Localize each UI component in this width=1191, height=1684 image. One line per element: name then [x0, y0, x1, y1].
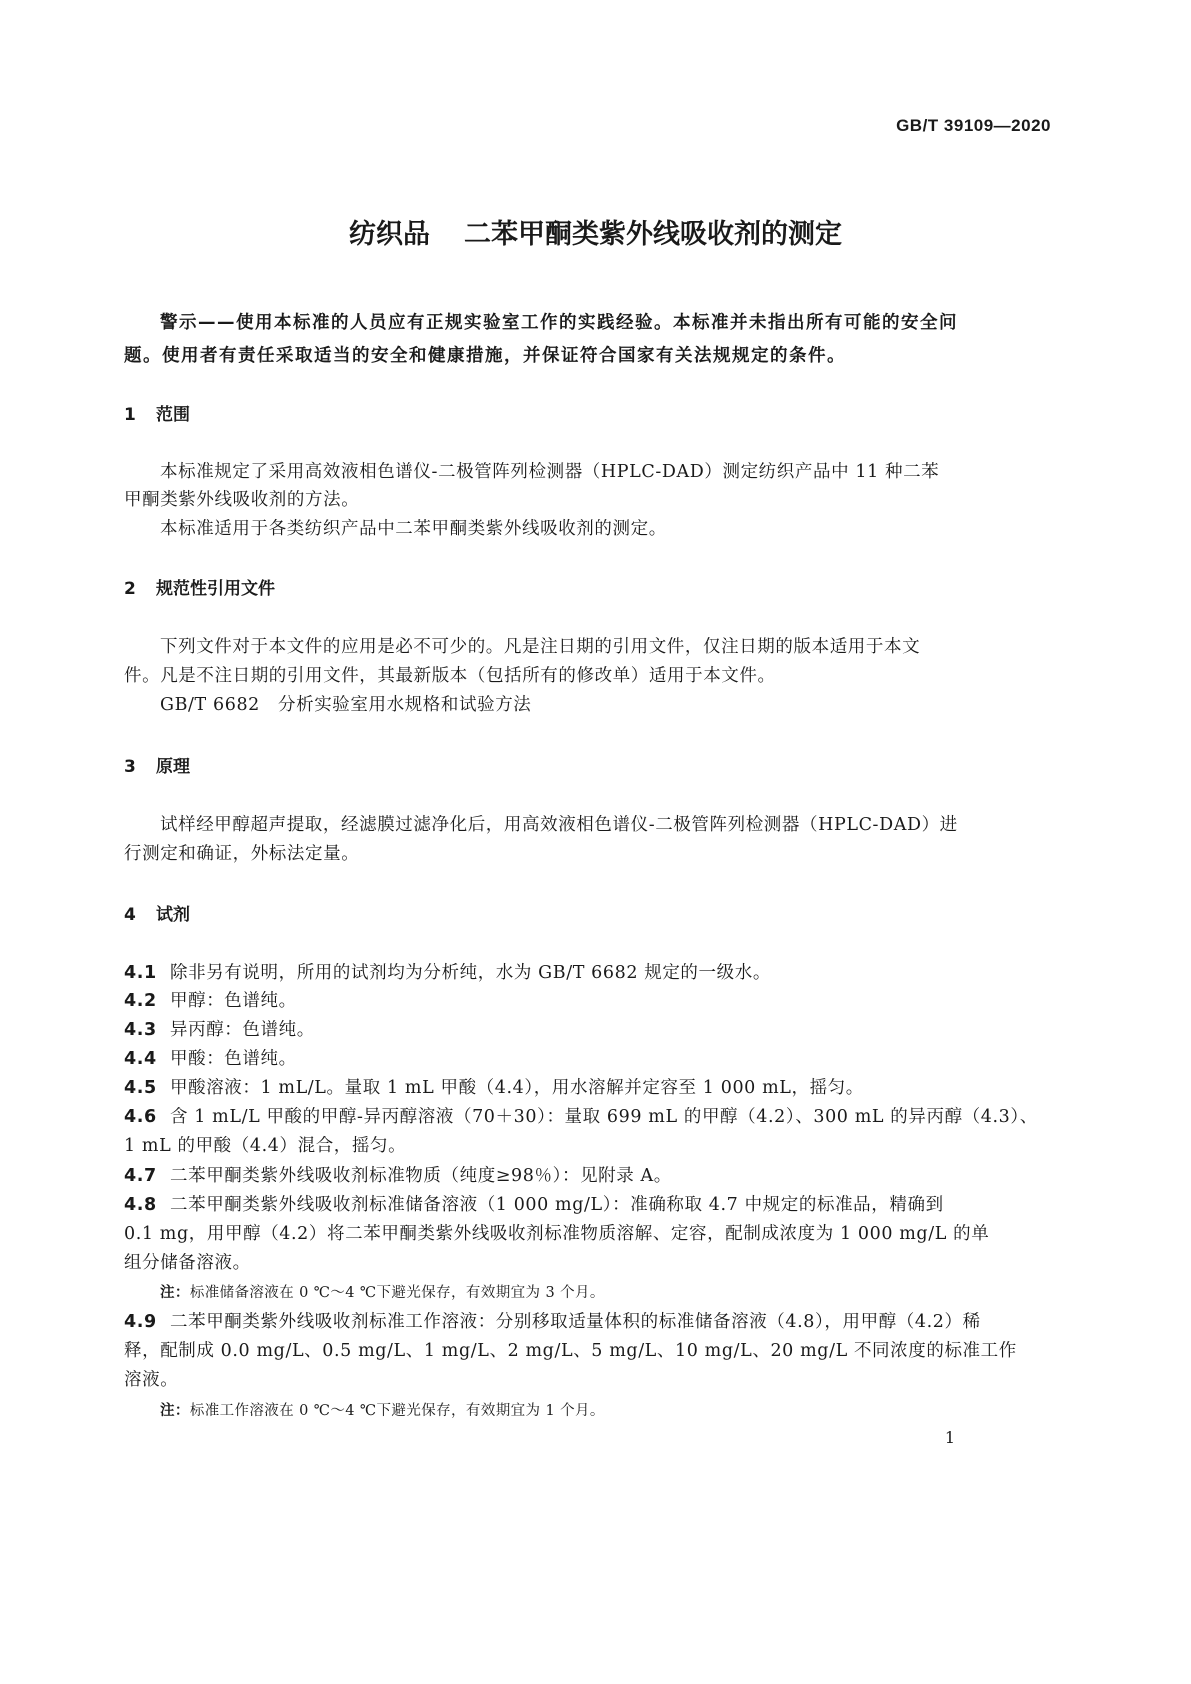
section-2-number: 2 [124, 579, 136, 599]
section-3-heading [124, 752, 190, 777]
note-label: 注： [160, 1403, 190, 1419]
clause-4-1 [124, 959, 771, 984]
section-1-title: 范围 [156, 405, 190, 425]
section-2-heading [124, 574, 275, 599]
clause-4-9-line-2: 释，配制成 0.0 mg/L、0.5 mg/L、1 mg/L、2 mg/L、5 mg/L、10 mg/L、20 mg/L 不同浓度的标准工作 [124, 1341, 1017, 1361]
section-1-paragraph-1-line-2: 甲酮类紫外线吸收剂的方法。 [124, 490, 360, 510]
title-part-1: 纺织品 [349, 219, 430, 250]
note-text: 标准工作溶液在 0 ℃～4 ℃下避光保存，有效期宜为 1 个月。 [189, 1403, 605, 1419]
section-4-heading [124, 900, 190, 925]
clause-text: 甲酸：色谱纯。 [170, 1049, 297, 1069]
clause-4-9-note [160, 1399, 605, 1420]
section-4-number: 4 [124, 905, 136, 925]
section-3-paragraph-line-2: 行测定和确证，外标法定量。 [124, 844, 360, 864]
page-number: 1 [944, 1428, 955, 1447]
clause-number: 4.7 [124, 1166, 157, 1186]
clause-4-9-line-3: 溶液。 [124, 1370, 179, 1390]
clause-4-3 [124, 1016, 315, 1041]
clause-number: 4.4 [124, 1049, 157, 1069]
section-3-number: 3 [124, 757, 136, 777]
title-part-2: 二苯甲酮类紫外线吸收剂的测定 [464, 219, 842, 250]
section-1-paragraph-1-line-1: 本标准规定了采用高效液相色谱仪-二极管阵列检测器（HPLC-DAD）测定纺织产品中 11 种二苯 [160, 462, 940, 482]
note-text: 标准储备溶液在 0 ℃～4 ℃下避光保存，有效期宜为 3 个月。 [189, 1285, 605, 1301]
section-2-paragraph-line-1: 下列文件对于本文件的应用是必不可少的。凡是注日期的引用文件，仅注日期的版本适用于本文 [160, 637, 921, 657]
clause-text: 二苯甲酮类紫外线吸收剂标准物质（纯度≥98％）：见附录 A。 [170, 1166, 672, 1186]
clause-4-5 [124, 1074, 864, 1099]
section-4-title: 试剂 [156, 905, 190, 925]
clause-4-7 [124, 1162, 672, 1187]
clause-4-8-note [160, 1281, 605, 1302]
document-number: GB/T 39109—2020 [896, 116, 1051, 135]
clause-number: 4.5 [124, 1078, 157, 1098]
page-title [0, 212, 1191, 251]
clause-text: 甲酸溶液：1 mL/L。量取 1 mL 甲酸（4.4），用水溶解并定容至 1 000 mL，摇匀。 [170, 1078, 864, 1098]
clause-text: 除非另有说明，所用的试剂均为分析纯，水为 GB/T 6682 规定的一级水。 [170, 963, 771, 983]
clause-text: 二苯甲酮类紫外线吸收剂标准储备溶液（1 000 mg/L）：准确称取 4.7 中规定的标准品，精确到 [170, 1195, 944, 1215]
clause-number: 4.9 [124, 1312, 157, 1332]
clause-4-8-line-3: 组分储备溶液。 [124, 1253, 251, 1273]
section-2-paragraph-line-2: 件。凡是不注日期的引用文件，其最新版本（包括所有的修改单）适用于本文件。 [124, 666, 776, 686]
normative-reference: GB/T 6682 分析实验室用水规格和试验方法 [160, 695, 532, 715]
clause-4-6-line-1 [124, 1103, 1038, 1128]
clause-number: 4.6 [124, 1107, 157, 1127]
clause-number: 4.2 [124, 991, 157, 1011]
section-1-heading [124, 400, 190, 425]
clause-4-2 [124, 987, 297, 1012]
clause-4-9-line-1 [124, 1308, 981, 1333]
clause-number: 4.3 [124, 1020, 157, 1040]
clause-text: 甲醇：色谱纯。 [170, 991, 297, 1011]
warning-line-2: 题。使用者有责任采取适当的安全和健康措施，并保证符合国家有关法规规定的条件。 [124, 346, 846, 366]
clause-4-8-line-1 [124, 1191, 944, 1216]
clause-text: 异丙醇：色谱纯。 [170, 1020, 315, 1040]
section-3-paragraph-line-1: 试样经甲醇超声提取，经滤膜过滤净化后，用高效液相色谱仪-二极管阵列检测器（HPLC-DAD）进 [160, 815, 958, 835]
section-2-title: 规范性引用文件 [156, 579, 275, 599]
clause-text: 含 1 mL/L 甲酸的甲醇-异丙醇溶液（70＋30）：量取 699 mL 的甲醇（4.2）、300 mL 的异丙醇（4.3）、 [170, 1107, 1038, 1127]
section-3-title: 原理 [156, 757, 190, 777]
note-label: 注： [160, 1285, 190, 1301]
clause-number: 4.1 [124, 963, 157, 983]
clause-4-4 [124, 1045, 297, 1070]
clause-number: 4.8 [124, 1195, 157, 1215]
clause-4-8-line-2: 0.1 mg，用甲醇（4.2）将二苯甲酮类紫外线吸收剂标准物质溶解、定容，配制成浓度为 1 000 mg/L 的单 [124, 1224, 990, 1244]
warning-line-1: 警示——使用本标准的人员应有正规实验室工作的实践经验。本标准并未指出所有可能的安全问 [160, 313, 958, 333]
clause-text: 二苯甲酮类紫外线吸收剂标准工作溶液：分别移取适量体积的标准储备溶液（4.8），用甲醇（4.2）稀 [170, 1312, 981, 1332]
section-1-paragraph-2: 本标准适用于各类纺织产品中二苯甲酮类紫外线吸收剂的测定。 [160, 519, 667, 539]
section-1-number: 1 [124, 405, 136, 425]
clause-4-6-line-2: 1 mL 的甲酸（4.4）混合，摇匀。 [124, 1136, 407, 1156]
